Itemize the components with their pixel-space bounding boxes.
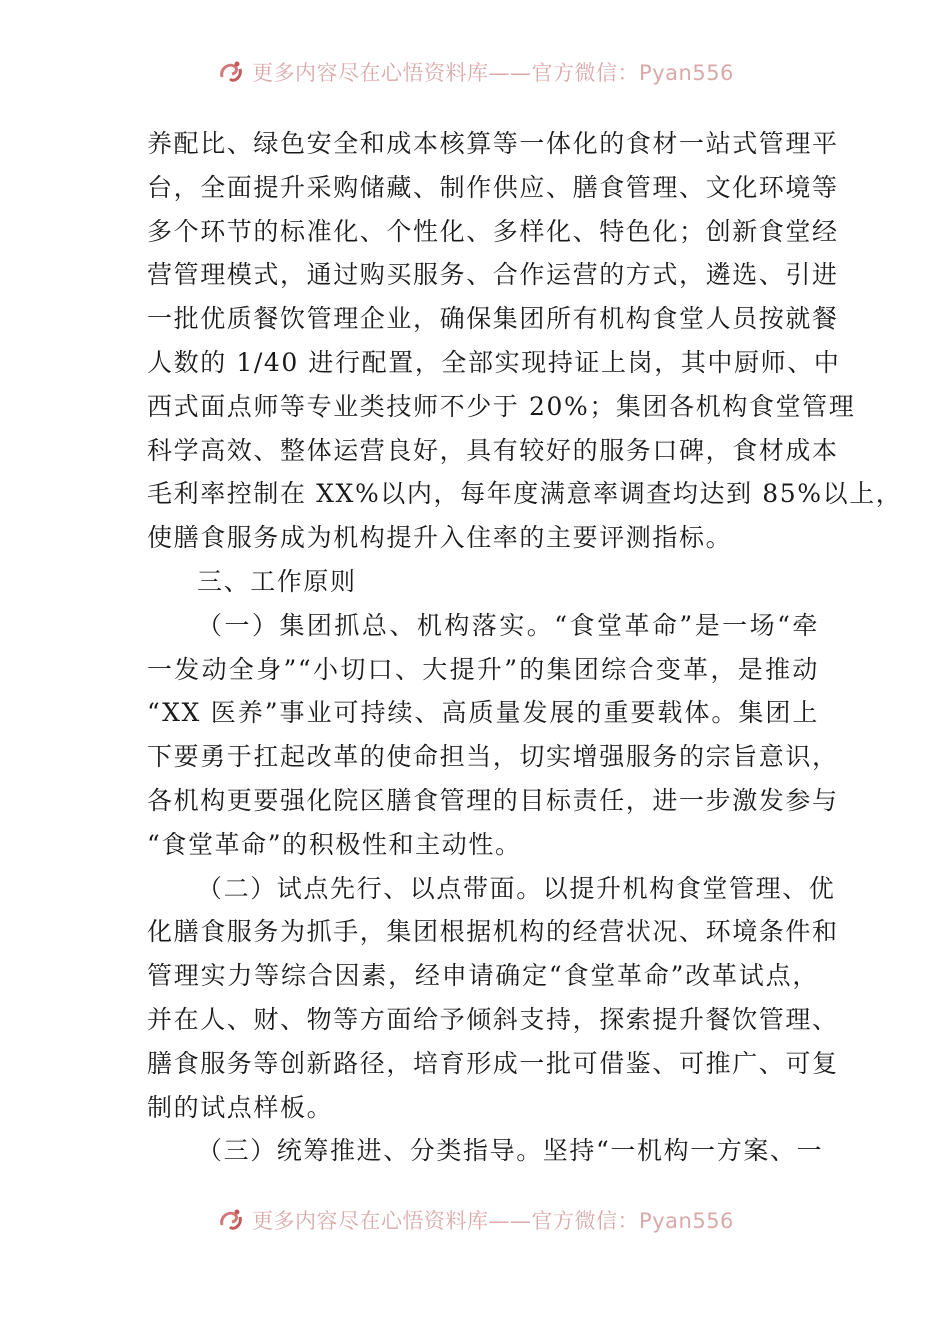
body-line: 一发动全身”“小切口、大提升”的集团综合变革，是推动: [147, 654, 819, 684]
logo-icon: [216, 57, 246, 87]
body-line: 并在人、财、物等方面给予倾斜支持，探索提升餐饮管理、: [147, 1004, 839, 1034]
body-line: 膳食服务等创新路径，培育形成一批可借鉴、可推广、可复: [147, 1048, 839, 1078]
body-line: （二）试点先行、以点带面。以提升机构食堂管理、优: [197, 873, 836, 903]
body-line: （三）统筹推进、分类指导。坚持“一机构一方案、一: [197, 1136, 824, 1166]
body-line: 人数的 1/40 进行配置，全部实现持证上岗，其中厨师、中: [147, 347, 841, 377]
body-line: 下要勇于扛起改革的使命担当，切实增强服务的宗旨意识，: [147, 742, 839, 772]
body-line: （一）集团抓总、机构落实。“食堂革命”是一场“牵: [197, 610, 819, 640]
header-watermark: [0, 52, 950, 92]
logo-icon: [216, 1205, 246, 1235]
body-line: “食堂革命”的积极性和主动性。: [147, 829, 522, 859]
body-line: 养配比、绿色安全和成本核算等一体化的食材一站式管理平: [147, 129, 839, 158]
footer-watermark-text: 更多内容尽在心悟资料库——官方微信：Pyan556: [252, 1209, 734, 1233]
body-line: 管理实力等综合因素，经申请确定“食堂革命”改革试点，: [147, 961, 819, 991]
body-line: 台，全面提升采购储藏、制作供应、膳食管理、文化环境等: [147, 172, 839, 202]
body-line: 营管理模式，通过购买服务、合作运营的方式，遴选、引进: [147, 260, 839, 290]
body-line: 化膳食服务为抓手，集团根据机构的经营状况、环境条件和: [147, 917, 839, 947]
body-line: 一批优质餐饮管理企业，确保集团所有机构食堂人员按就餐: [147, 304, 839, 334]
body-line: “XX 医养”事业可持续、高质量发展的重要载体。集团上: [147, 698, 819, 728]
body-line: 使膳食服务成为机构提升入住率的主要评测指标。: [147, 523, 733, 553]
section-heading: 三、工作原则: [197, 566, 357, 596]
body-line: 西式面点师等专业类技师不少于 20%；集团各机构食堂管理: [147, 391, 856, 421]
body-line: 科学高效、整体运营良好，具有较好的服务口碑，食材成本: [147, 435, 839, 465]
body-line: 毛利率控制在 XX%以内，每年度满意率调查均达到 85%以上，: [147, 479, 903, 509]
body-line: 制的试点样板。: [147, 1092, 334, 1122]
header-watermark-text: 更多内容尽在心悟资料库——官方微信：Pyan556: [252, 61, 734, 85]
footer-watermark: [0, 1200, 950, 1240]
body-line: 多个环节的标准化、个性化、多样化、特色化；创新食堂经: [147, 216, 839, 246]
document-body: [147, 122, 903, 1173]
body-line: 各机构更要强化院区膳食管理的目标责任，进一步激发参与: [147, 785, 839, 815]
